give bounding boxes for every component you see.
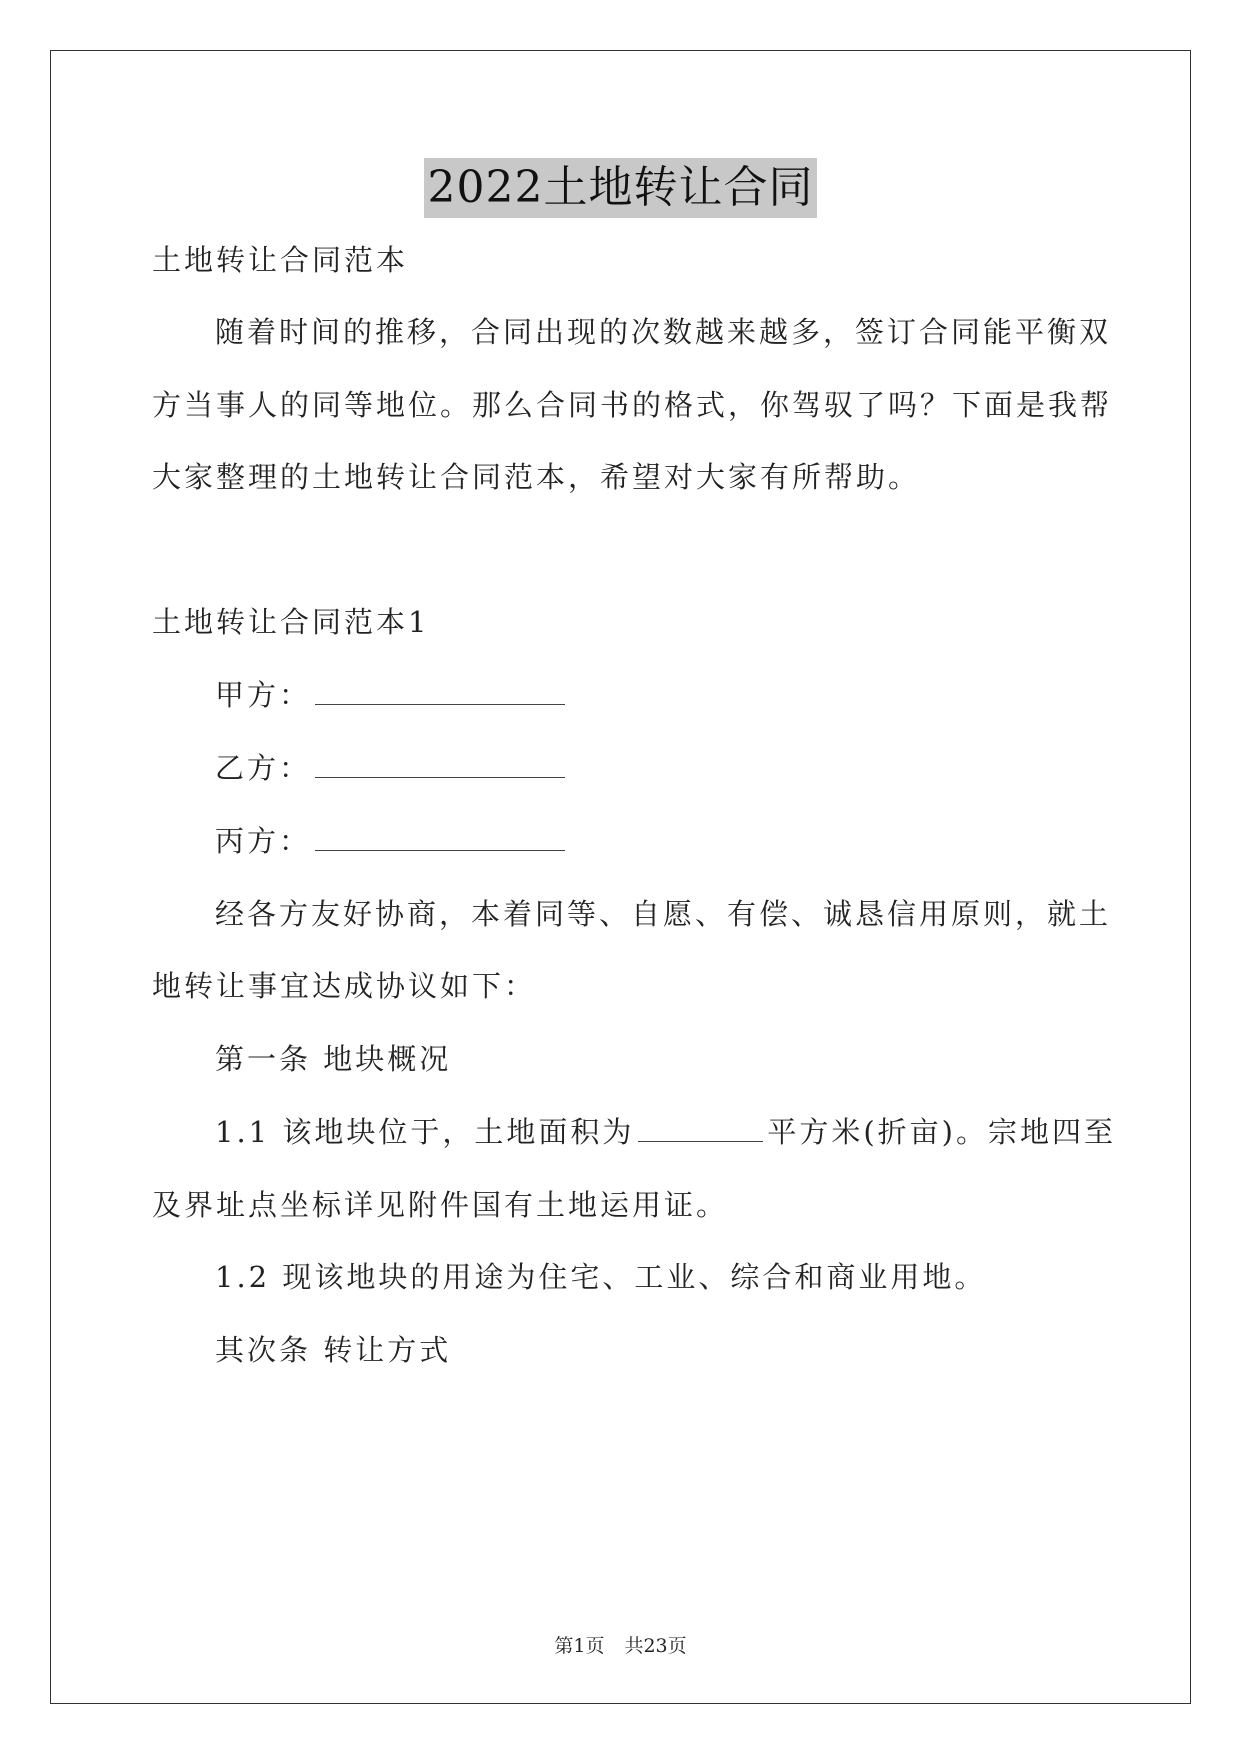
party-c-line (215, 823, 565, 859)
party-c-blank (315, 826, 565, 851)
paragraph-line: 及界址点坐标详见附件国有土地运用证。 (152, 1188, 729, 1222)
document-title: 2022土地转让合同 (424, 158, 818, 218)
party-a-label: 甲方： (215, 678, 312, 712)
page-total: 共23页 (624, 1635, 687, 1657)
page-footer (0, 1631, 1241, 1658)
section-heading: 土地转让合同范本1 (152, 605, 430, 639)
clause-text: 平方米(折亩)。宗地四至 (767, 1115, 1116, 1149)
clause-line (215, 1114, 1116, 1150)
area-blank (638, 1117, 763, 1142)
page-border (50, 50, 1191, 1704)
subtitle: 土地转让合同范本 (152, 243, 409, 277)
party-c-label: 丙方： (215, 824, 312, 858)
paragraph-line: 方当事人的同等地位。那么合同书的格式，你驾驭了吗？下面是我帮 (152, 388, 1113, 422)
party-b-line (215, 750, 565, 786)
party-a-line (215, 677, 565, 713)
paragraph-line: 大家整理的土地转让合同范本，希望对大家有所帮助。 (152, 460, 921, 494)
paragraph-line: 随着时间的推移，合同出现的次数越来越多，签订合同能平衡双 (215, 315, 1112, 349)
paragraph-line: 经各方友好协商，本着同等、自愿、有偿、诚恳信用原则，就土 (215, 897, 1112, 931)
party-b-blank (315, 753, 565, 778)
article-heading: 第一条 地块概况 (215, 1042, 452, 1076)
article-heading: 其次条 转让方式 (215, 1333, 452, 1367)
clause-text: 1.1 该地块位于，土地面积为 (215, 1115, 635, 1149)
party-a-blank (315, 680, 565, 705)
party-b-label: 乙方： (215, 751, 312, 785)
page-number: 第1页 (554, 1635, 605, 1657)
paragraph-line: 地转让事宜达成协议如下： (152, 969, 537, 1003)
clause-line: 1.2 现该地块的用途为住宅、工业、综合和商业用地。 (215, 1260, 987, 1294)
